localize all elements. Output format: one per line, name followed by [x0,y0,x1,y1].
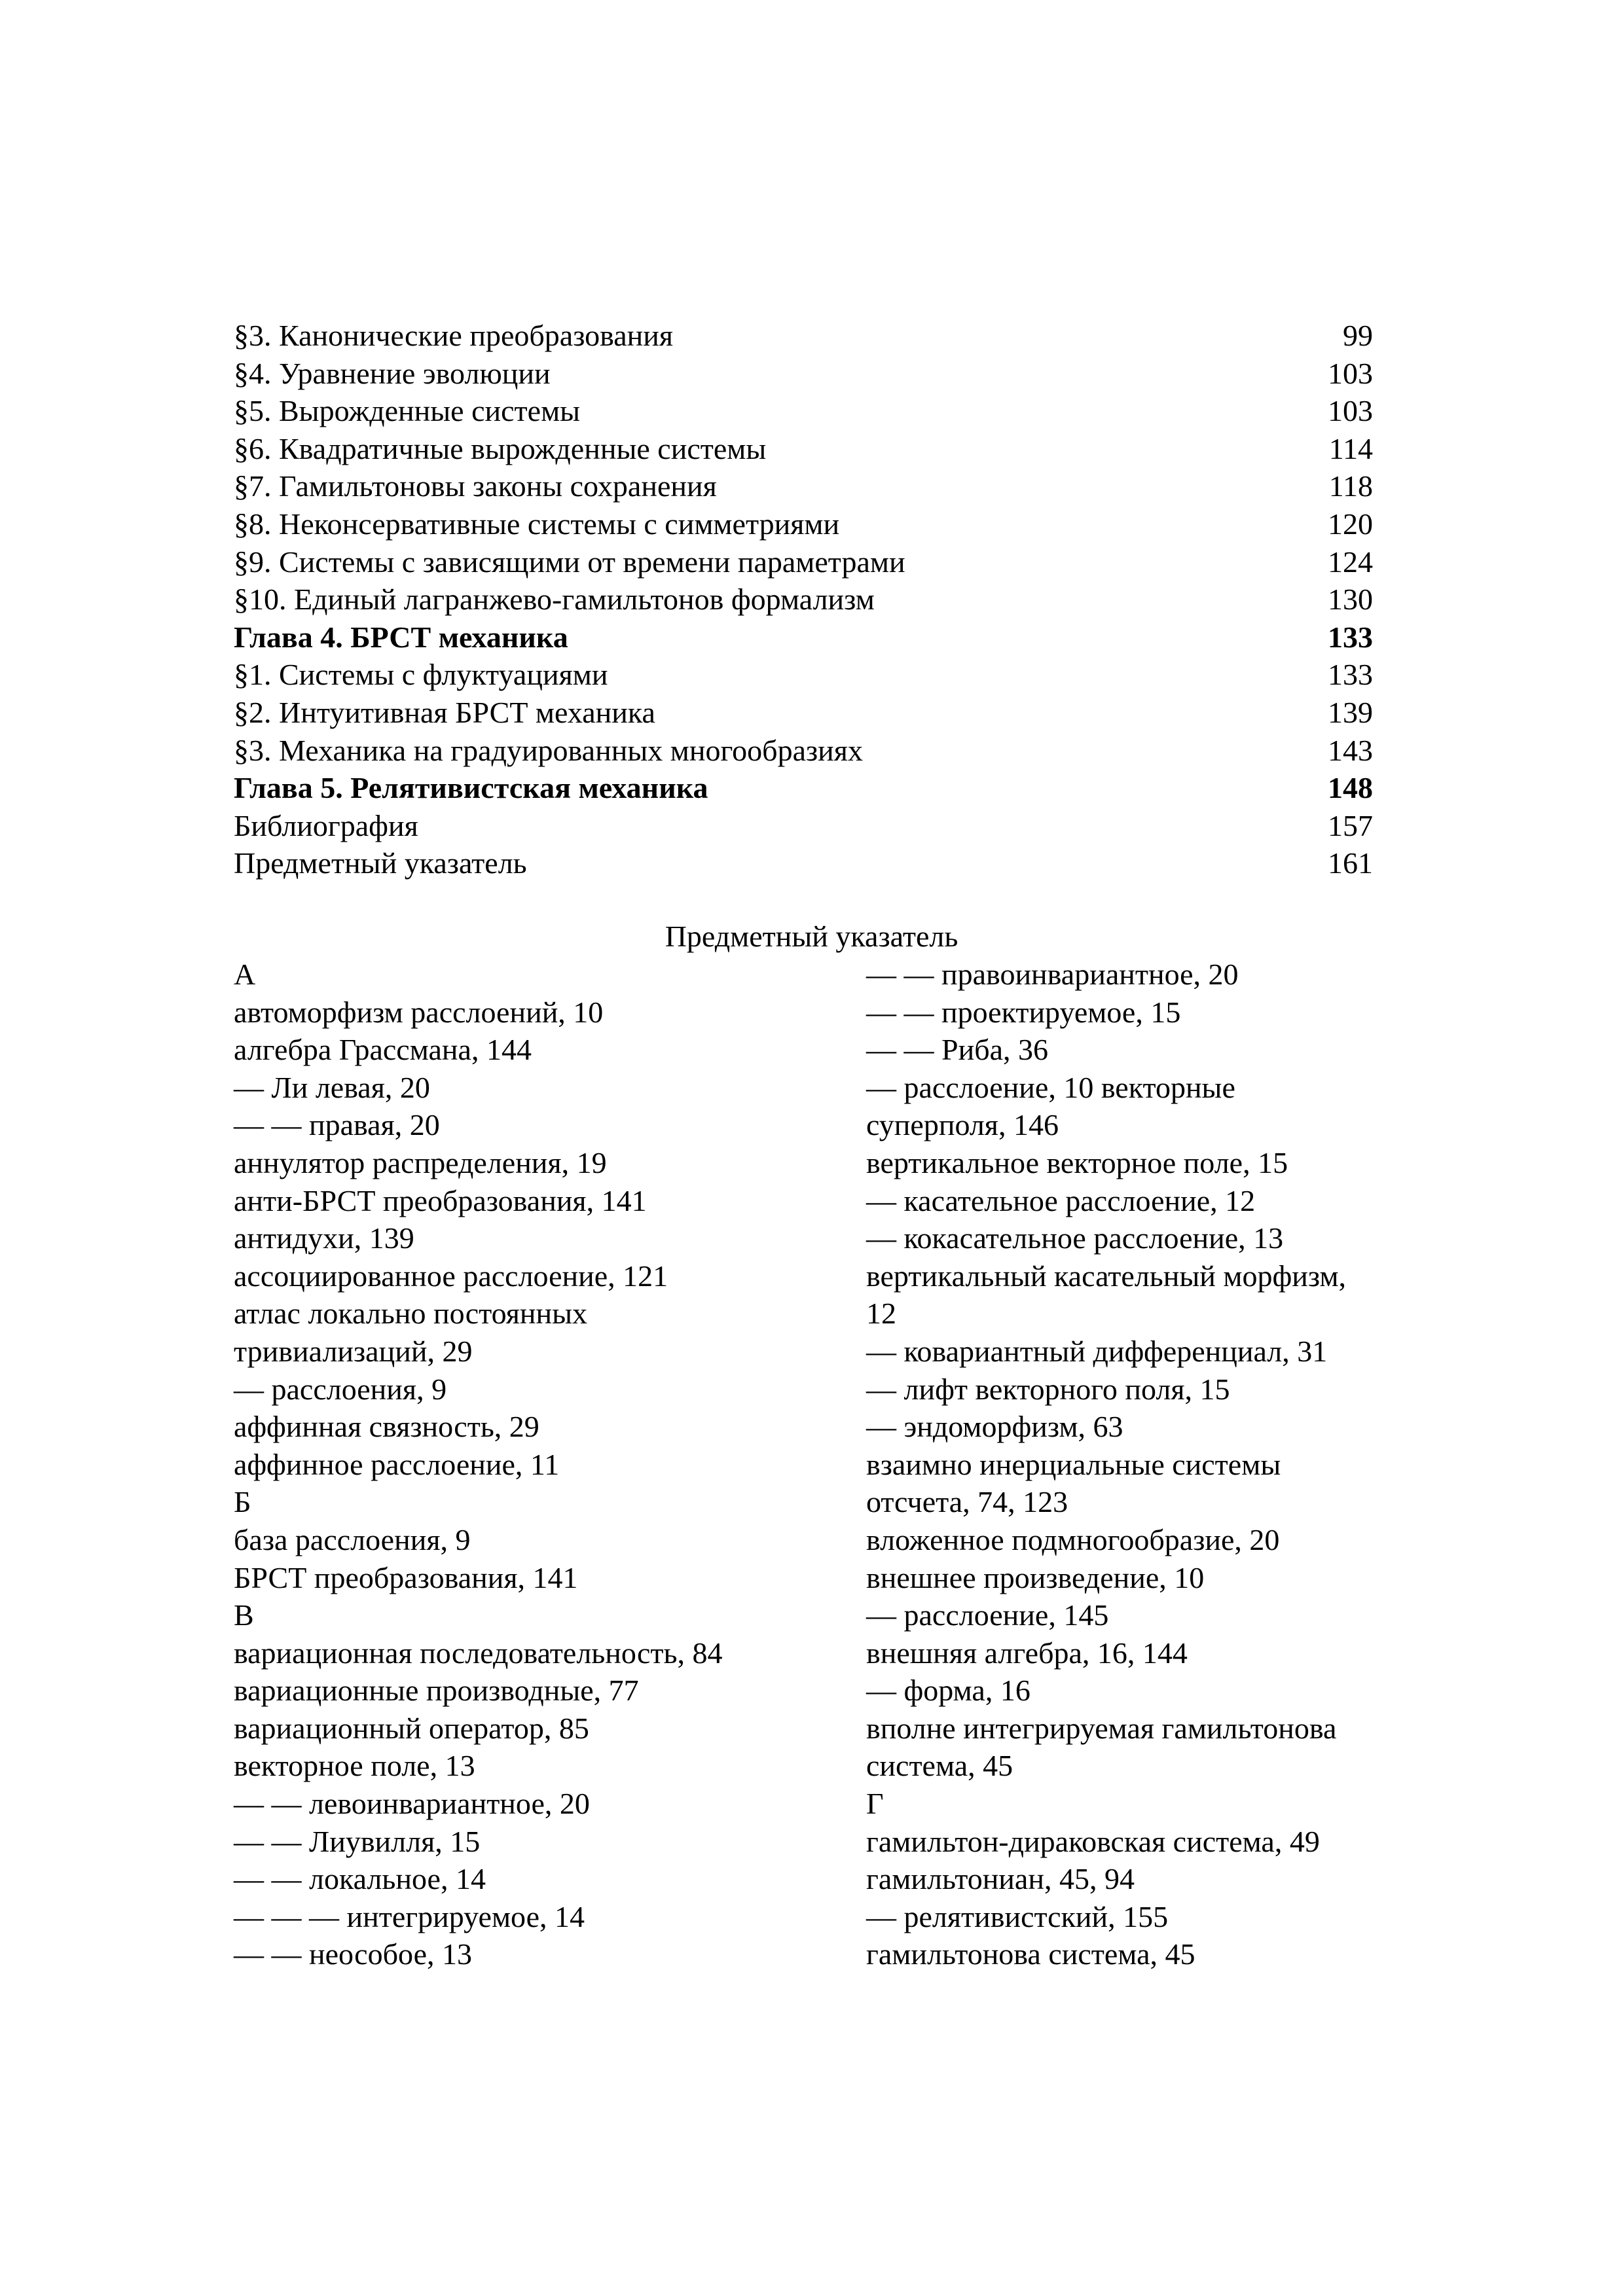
index-entry: вариационный оператор, 85 [234,1711,589,1745]
index-letter: В [234,1598,254,1632]
toc-chapter-row [234,769,1373,807]
index-entry: векторное поле, 13 [234,1749,475,1783]
index-entry: суперполя, 146 [866,1108,1059,1142]
index-entry: — — неособое, 13 [234,1937,472,1971]
index-entry: аффинная связность, 29 [234,1410,539,1444]
index-entry: внешняя алгебра, 16, 144 [866,1636,1188,1670]
index-entry: антидухи, 139 [234,1221,414,1255]
toc-chapter-title: Глава 5. Релятивистская механика [234,771,708,805]
index-entry: — расслоение, 10 векторные [866,1070,1235,1104]
index-entry: — — правая, 20 [234,1108,440,1142]
toc-page-number: 157 [1328,808,1373,842]
index-entry: — — локальное, 14 [234,1862,486,1896]
toc-row [234,694,1373,732]
toc-row [234,355,1373,393]
index-entry: — касательное расслоение, 12 [866,1183,1256,1217]
index-entry: ассоциированное расслоение, 121 [234,1259,668,1293]
toc-page-number: 103 [1328,356,1373,390]
index-letter: А [234,958,256,991]
index-letter: Г [866,1787,884,1821]
index-entry: — расслоения, 9 [234,1372,447,1406]
index-entry: гамильтониан, 45, 94 [866,1862,1135,1896]
toc-page-number: 118 [1328,469,1373,503]
toc-page-number: 133 [1328,658,1373,692]
index-column-left [234,956,843,1973]
toc-label: §8. Неконсервативные системы с симметриями [234,507,840,541]
toc-page-number: 133 [1328,620,1373,654]
index-entry: вертикальный касательный морфизм, [866,1259,1347,1293]
toc-label: Библиография [234,808,418,842]
toc-row [234,543,1373,581]
index-entry: — — Лиувилля, 15 [234,1824,481,1858]
toc-page-number: 161 [1328,846,1373,880]
index-entry: вариационные производные, 77 [234,1674,639,1708]
table-of-contents [234,317,1373,882]
index-entry: взаимно инерциальные системы [866,1447,1281,1481]
index-entry: — — — интегрируемое, 14 [234,1899,585,1933]
toc-page-number: 148 [1328,771,1373,805]
index-heading: Предметный указатель [665,920,958,953]
index-entry: вертикальное векторное поле, 15 [866,1145,1288,1179]
index-entry: отсчета, 74, 123 [866,1485,1068,1519]
toc-page-number: 114 [1328,431,1373,465]
toc-page-number: 143 [1328,733,1373,767]
index-entry: гамильтонова система, 45 [866,1937,1195,1971]
toc-page-number: 120 [1328,507,1373,541]
index-entry: вариационная последовательность, 84 [234,1636,723,1670]
toc-row [234,430,1373,468]
toc-label: §1. Системы с флуктуациями [234,658,608,692]
index-entry: БРСТ преобразования, 141 [234,1560,578,1594]
toc-row [234,581,1373,619]
index-entry: гамильтон-дираковская система, 49 [866,1824,1320,1858]
toc-chapter-title: Глава 4. БРСТ механика [234,620,568,654]
toc-row [234,317,1373,355]
index-entry: — эндоморфизм, 63 [866,1410,1123,1444]
toc-row [234,467,1373,505]
toc-label: §2. Интуитивная БРСТ механика [234,695,655,729]
toc-row [234,807,1373,845]
toc-page-number: 130 [1328,583,1373,617]
index-entry: — — правоинвариантное, 20 [866,958,1239,991]
toc-label: §4. Уравнение эволюции [234,356,551,390]
toc-row [234,732,1373,770]
toc-row [234,505,1373,543]
toc-row [234,656,1373,694]
index-entry: автоморфизм расслоений, 10 [234,995,604,1029]
toc-row [234,392,1373,430]
index-entry: — форма, 16 [866,1674,1030,1708]
index-entry: система, 45 [866,1749,1013,1783]
toc-page-number: 103 [1328,394,1373,428]
index-entry: — ковариантный дифференциал, 31 [866,1334,1328,1368]
index-column-right [866,956,1410,1973]
index-entry: внешнее произведение, 10 [866,1560,1205,1594]
index-entry: атлас локально постоянных [234,1297,588,1331]
toc-chapter-row [234,619,1373,656]
index-entry: аффинное расслоение, 11 [234,1447,560,1481]
index-entry: — расслоение, 145 [866,1598,1109,1632]
index-entry: 12 [866,1297,896,1331]
toc-label: §3. Механика на градуированных многообразиях [234,733,863,767]
index-entry: — — Риба, 36 [866,1033,1049,1067]
index-entry: вполне интегрируемая гамильтонова [866,1711,1337,1745]
toc-page-number: 139 [1328,695,1373,729]
index-entry: анти-БРСТ преобразования, 141 [234,1183,647,1217]
index-entry: — — проектируемое, 15 [866,995,1181,1029]
toc-page-number: 124 [1328,545,1373,579]
index-entry: — — левоинвариантное, 20 [234,1787,590,1821]
toc-label: §6. Квадратичные вырожденные системы [234,431,767,465]
index-entry: — лифт векторного поля, 15 [866,1372,1230,1406]
toc-label: §3. Канонические преобразования [234,319,674,352]
toc-label: §9. Системы с зависящими от времени параметрами [234,545,905,579]
toc-row [234,844,1373,882]
toc-label: §7. Гамильтоновы законы сохранения [234,469,717,503]
index-entry: — релятивистский, 155 [866,1899,1169,1933]
toc-label: §10. Единый лагранжево-гамильтонов формализм [234,583,875,617]
index-entry: — Ли левая, 20 [234,1070,430,1104]
index-entry: тривиализаций, 29 [234,1334,473,1368]
index-entry: алгебра Грассмана, 144 [234,1033,532,1067]
index-entry: вложенное подмногообразие, 20 [866,1522,1280,1556]
index-entry: база расслоения, 9 [234,1522,471,1556]
toc-label: §5. Вырожденные системы [234,394,581,428]
index-letter: Б [234,1485,251,1519]
toc-label: Предметный указатель [234,846,527,880]
index-entry: аннулятор распределения, 19 [234,1145,607,1179]
index-entry: — кокасательное расслоение, 13 [866,1221,1284,1255]
toc-page-number: 99 [1343,319,1373,352]
